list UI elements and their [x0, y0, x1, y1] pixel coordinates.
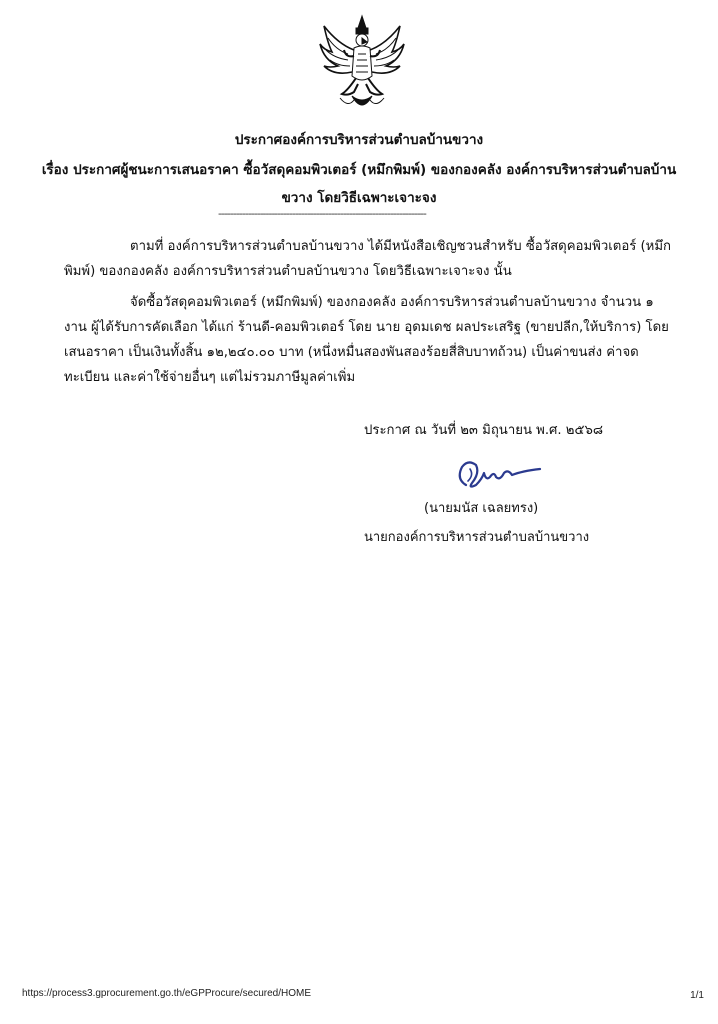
subject-line-1: เรื่อง ประกาศผู้ชนะการเสนอราคา ซื้อวัสดุคอมพิวเตอร์ (หมึกพิมพ์) ของกองคลัง องค์การบริหารส่วนตำบลบ้าน [41, 162, 677, 178]
subject-line-2: ขวาง โดยวิธีเฉพาะเจาะจง [281, 190, 437, 206]
separator-line: ---------------------------------------------------------------------- [218, 207, 426, 220]
page-number: 1/1 [690, 990, 704, 1001]
signatory-position: นายกองค์การบริหารส่วนตำบลบ้านขวาง [364, 530, 590, 545]
handwritten-signature [452, 455, 544, 497]
announcement-date: ประกาศ ณ วันที่ ๒๓ มิถุนายน พ.ศ. ๒๕๖๘ [364, 423, 604, 438]
announcement-subject [40, 156, 678, 212]
footer-url: https://process3.gprocurement.go.th/eGPProcure/secured/HOME [22, 988, 312, 999]
body-paragraph-1: ตามที่ องค์การบริหารส่วนตำบลบ้านขวาง ได้มีหนังสือเชิญชวนสำหรับ ซื้อวัสดุคอมพิวเตอร์ (หมึกพิมพ์) ของกองคลัง องค์การบริหารส่วนตำบลบ้านขวาง โดยวิธีเฉพาะเจาะจง นั้น [64, 239, 672, 279]
announcement-title: ประกาศองค์การบริหารส่วนตำบลบ้านขวาง [234, 132, 484, 148]
body-paragraph-2: จัดซื้อวัสดุคอมพิวเตอร์ (หมึกพิมพ์) ของกองคลัง องค์การบริหารส่วนตำบลบ้านขวาง จำนวน ๑ งาน ผู้ได้รับการคัดเลือก ได้แก่ ร้านดี-คอมพิวเตอร์ โดย นาย อุดมเดช ผลประเสริฐ (ขายปลีก,ให้บริการ) โดยเสนอราคา เป็นเงินทั้งสิ้น ๑๒,๒๔๐.๐๐ บาท (หนึ่งหมื่นสองพันสองร้อยสี่สิบบาทถ้วน) เป็นค่าขนส่ง ค่าจดทะเบียน และค่าใช้จ่ายอื่นๆ แต่ไม่รวมภาษีมูลค่าเพิ่ม [64, 295, 669, 385]
garuda-emblem-icon [318, 14, 406, 114]
signatory-name: (นายมนัส เฉลยทรง) [424, 501, 539, 516]
